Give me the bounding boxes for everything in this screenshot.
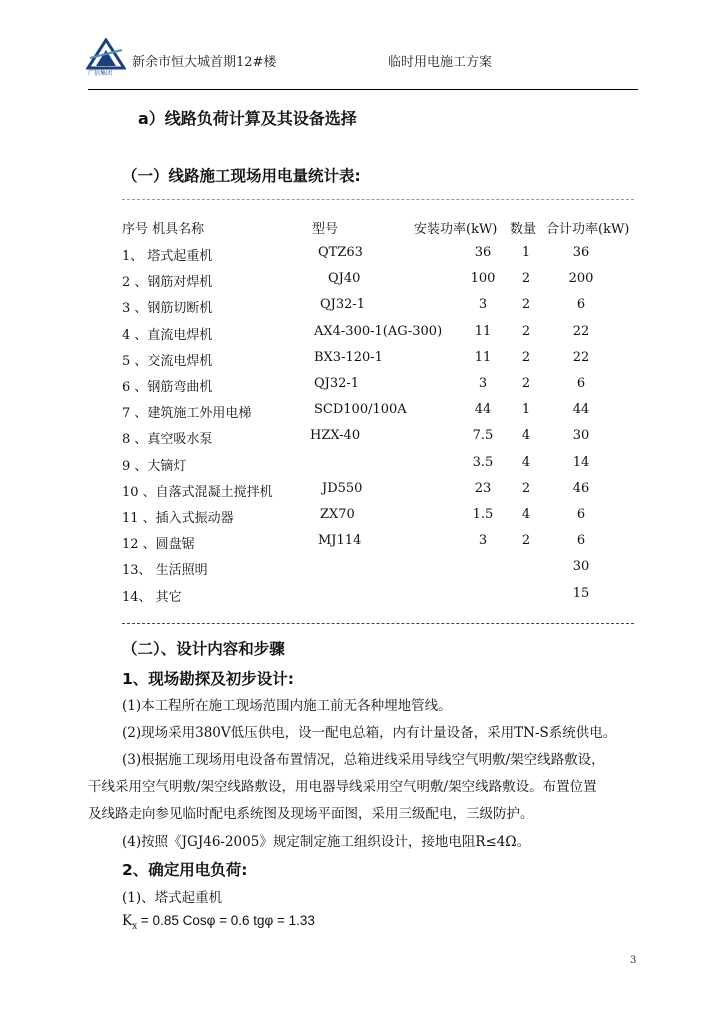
paragraph-1: (1)本工程所在施工现场范围内施工前无各种埋地管线。 <box>122 698 452 714</box>
table-cell-qty: 2 <box>521 297 531 313</box>
table-cell-model: AX4-300-1(AG-300) <box>314 323 443 339</box>
table-cell-name: 11 、插入式振动器 <box>122 511 234 526</box>
table-top-divider <box>122 199 634 200</box>
paragraph-3-line-2: 干线采用空气明敷/架空线路敷设，用电器导线采用空气明敷/架空线路敷设。布置位置 <box>88 779 597 795</box>
table-cell-power: 3 <box>478 533 488 549</box>
table-cell-power: 36 <box>474 245 492 260</box>
formula-k-subscript: x <box>132 921 138 932</box>
table-cell-qty: 1 <box>521 245 531 260</box>
table-cell-power: 3 <box>478 376 488 391</box>
table-cell-power: 3 <box>478 297 488 313</box>
table-cell-power: 23 <box>474 480 492 496</box>
table-cell-model: QJ32-1 <box>320 297 366 313</box>
table-cell-power: 11 <box>474 323 492 339</box>
table-cell-total: 6 <box>576 507 586 522</box>
header-project: 新余市恒大城首期12#楼 <box>132 55 277 70</box>
table-cell-qty: 4 <box>521 507 531 522</box>
table-bottom-divider <box>122 623 634 624</box>
table-cell-total: 200 <box>568 271 594 287</box>
table-cell-qty: 2 <box>521 349 531 365</box>
formula-line <box>122 913 315 932</box>
table-cell-name: 3 、钢筋切断机 <box>122 301 213 317</box>
table-cell-total: 15 <box>572 585 590 601</box>
table-cell-name: 1、 塔式起重机 <box>122 249 213 264</box>
table-cell-model: ZX70 <box>320 507 355 522</box>
table-header-qty: 数量 <box>510 222 537 237</box>
subsection-2-heading: 2、确定用电负荷: <box>122 861 248 879</box>
table-cell-power: 7.5 <box>472 428 494 444</box>
table-cell-total: 6 <box>576 533 586 549</box>
table-cell-model: BX3-120-1 <box>314 349 383 365</box>
header-rule <box>88 89 638 90</box>
paragraph-2: (2)现场采用380V低压供电，设一配电总箱，内有计量设备，采用TN-S系统供电。 <box>122 725 617 741</box>
subsection-1-heading: 1、现场勘探及初步设计: <box>122 670 294 688</box>
table-header-name: 序号 机具名称 <box>122 222 205 237</box>
table-cell-power: 1.5 <box>472 507 494 522</box>
paragraph-4: (4)按照《JGJ46-2005》规定制定施工组织设计，接地电阻R≤4Ω。 <box>122 834 531 850</box>
section-a-heading: a）线路负荷计算及其设备选择 <box>138 109 357 128</box>
table-cell-power: 3.5 <box>472 454 494 470</box>
table-cell-qty: 2 <box>521 271 531 287</box>
table-cell-total: 36 <box>572 245 590 260</box>
header-doc-title: 临时用电施工方案 <box>388 55 493 70</box>
table-cell-total: 6 <box>576 376 586 391</box>
table-cell-power: 11 <box>474 349 492 365</box>
table-cell-model: QTZ63 <box>318 245 363 260</box>
table-cell-total: 46 <box>572 480 590 496</box>
page-number: 3 <box>630 955 637 966</box>
table-cell-model: JD550 <box>322 480 363 496</box>
table-header-model: 型号 <box>312 222 339 237</box>
section-1-heading: （一）线路施工现场用电量统计表: <box>122 167 361 185</box>
formula-k: K <box>122 913 133 929</box>
formula-rest: = 0.85 Cosφ = 0.6 tgφ = 1.33 <box>137 913 315 928</box>
table-cell-name: 5 、交流电焊机 <box>122 353 213 369</box>
table-cell-name: 12 、圆盘锯 <box>122 537 195 553</box>
table-cell-name: 2 、钢筋对焊机 <box>122 275 213 291</box>
table-cell-name: 10 、自落式混凝土搅拌机 <box>122 484 273 500</box>
table-cell-total: 22 <box>572 349 590 365</box>
table-cell-name: 9 、大镝灯 <box>122 458 187 474</box>
table-cell-total: 30 <box>572 428 590 444</box>
paragraph-3-line-1: (3)根据施工现场用电设备布置情况，总箱进线采用导线空气明敷/架空线路敷设， <box>122 752 605 768</box>
table-cell-total: 30 <box>572 559 590 575</box>
paragraph-5: (1)、塔式起重机 <box>122 890 223 906</box>
paragraph-3-line-3: 及线路走向参见临时配电系统图及现场平面图，采用三级配电，三级防护。 <box>88 806 534 822</box>
table-header-total: 合计功率(kW) <box>546 222 630 237</box>
table-cell-name: 4 、直流电焊机 <box>122 327 213 343</box>
table-cell-name: 6 、钢筋弯曲机 <box>122 380 213 395</box>
table-cell-power: 100 <box>470 271 496 287</box>
table-cell-model: HZX-40 <box>310 428 361 444</box>
table-cell-qty: 2 <box>521 376 531 391</box>
table-cell-total: 14 <box>572 454 590 470</box>
table-cell-total: 44 <box>572 402 590 418</box>
table-cell-qty: 2 <box>521 323 531 339</box>
table-cell-name: 13、 生活照明 <box>122 563 208 579</box>
table-header-power: 安装功率(kW) <box>414 222 498 237</box>
table-cell-name: 7 、建筑施工外用电梯 <box>122 406 252 422</box>
logo-text: 广信集团 <box>88 70 113 77</box>
table-cell-qty: 4 <box>521 454 531 470</box>
table-cell-qty: 2 <box>521 480 531 496</box>
table-cell-model: QJ32-1 <box>314 376 360 391</box>
table-cell-qty: 4 <box>521 428 531 444</box>
section-2-heading: （二）、设计内容和步骤 <box>122 640 285 658</box>
table-cell-qty: 1 <box>521 402 531 418</box>
table-cell-qty: 2 <box>521 533 531 549</box>
table-cell-total: 6 <box>576 297 586 313</box>
table-cell-model: MJ114 <box>318 533 362 549</box>
table-cell-name: 8 、真空吸水泵 <box>122 432 213 448</box>
table-cell-model: QJ40 <box>328 271 361 287</box>
table-cell-power: 44 <box>474 402 492 418</box>
table-cell-name: 14、 其它 <box>122 589 182 605</box>
table-cell-model: SCD100/100A <box>314 402 407 418</box>
table-cell-total: 22 <box>572 323 590 339</box>
